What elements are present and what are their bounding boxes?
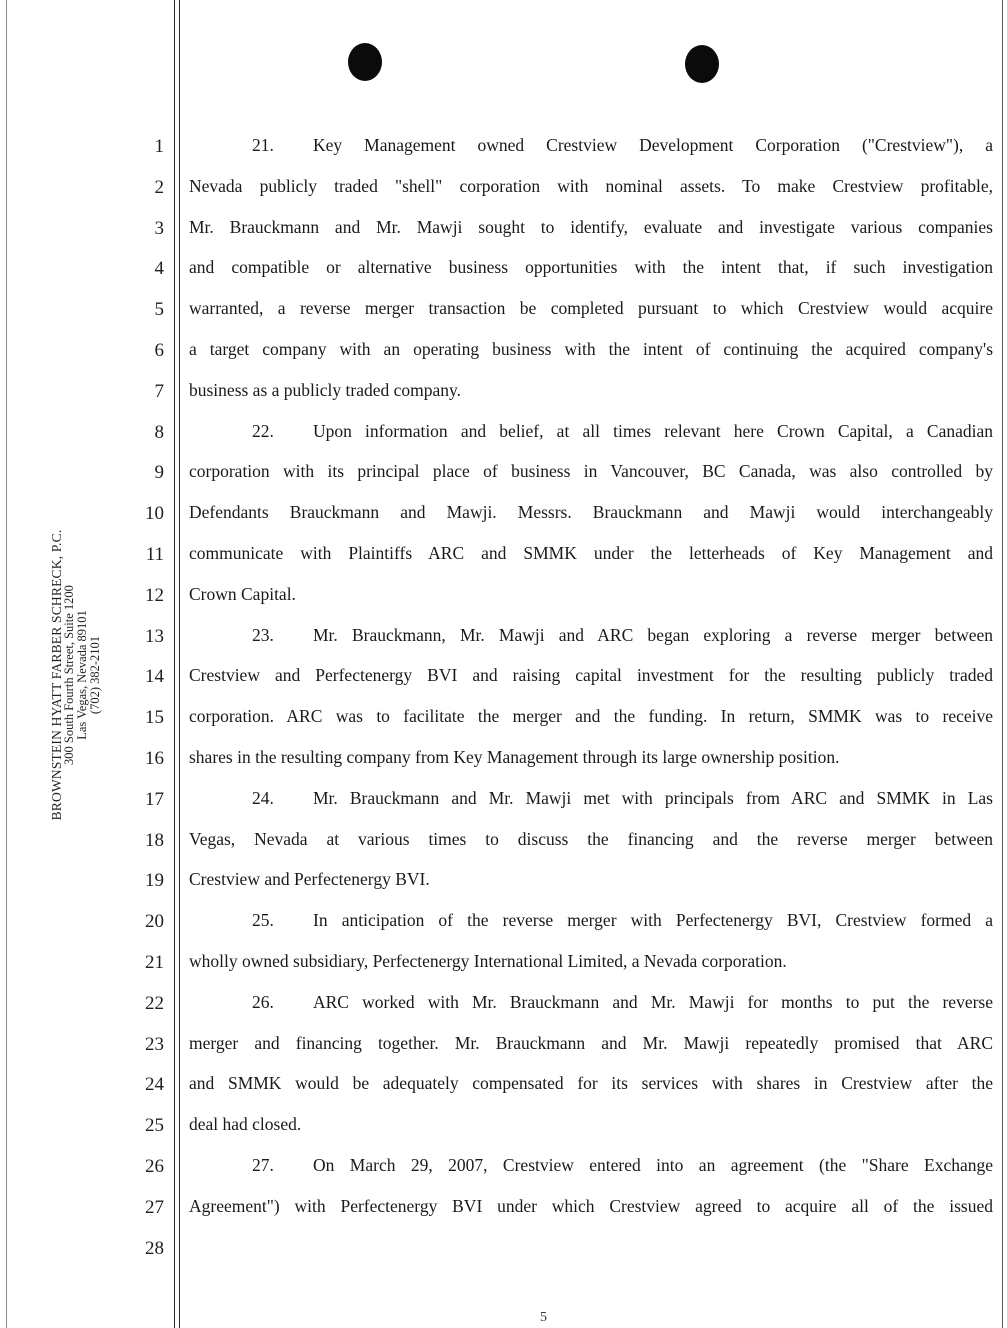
left-margin-rule [174,0,175,1328]
text-line [189,664,993,686]
line-number: 1 [154,136,164,157]
punch-hole-left [348,43,382,81]
line-number: 23 [145,1033,164,1055]
text-line [189,216,993,238]
line-number: 19 [145,870,164,892]
line-number: 26 [145,1156,164,1177]
firm-street: 300 South Fourth Street, Suite 1200 [62,585,76,765]
line-text: communicate with Plaintiffs ARC and SMMK under the letterheads of Key Management and [189,543,993,563]
text-line [189,828,993,850]
page-edge-rule [6,0,7,1328]
line-text: Vegas, Nevada at various times to discuss the financing and the reverse merger between [189,828,993,849]
text-line [189,420,993,442]
paragraph-number: 25. [252,910,274,931]
line-number: 6 [154,340,164,361]
line-number: 25 [145,1115,164,1137]
text-line [189,909,993,931]
line-text: Crestview and Perfectenergy BVI. [189,869,430,890]
line-number: 16 [145,748,164,769]
line-text: merger and financing together. Mr. Brauckmann and Mr. Mawji repeatedly promised that ARC [189,1032,993,1053]
line-text: Upon information and belief, at all times relevant here Crown Capital, a Canadian [313,420,993,441]
text-line [189,542,993,564]
line-text: and compatible or alternative business opportunities with the intent that, if such investigation [189,257,993,278]
text-line [189,868,993,890]
text-line [189,991,993,1013]
firm-phone: (702) 382-2101 [88,635,102,715]
text-line [189,624,993,646]
line-number: 13 [145,625,164,647]
paragraph-number: 23. [252,624,274,645]
line-number: 17 [145,788,164,810]
line-number: 5 [154,299,164,321]
line-text: Mr. Brauckmann, Mr. Mawji and ARC began exploring a reverse merger between [313,624,993,645]
line-number: 8 [154,421,164,443]
line-text: In anticipation of the reverse merger with Perfectenergy BVI, Crestview formed a [313,910,993,931]
line-number: 11 [145,544,164,565]
line-text: warranted, a reverse merger transaction be completed pursuant to which Crestview would acquire [189,298,993,319]
text-line [189,583,993,605]
line-number: 4 [154,258,164,280]
line-number: 28 [145,1237,164,1259]
line-text: Nevada publicly traded "shell" corporation with nominal assets. To make Crestview profitable, [189,175,993,196]
line-number: 2 [154,176,164,198]
left-margin-rule-inner [179,0,180,1328]
line-text: a target company with an operating business with the intent of continuing the acquired company's [189,339,993,359]
text-line [189,1113,993,1135]
text-line [189,134,993,156]
text-line [189,787,993,809]
page-number: 5 [540,1310,547,1325]
line-text: Defendants Brauckmann and Mawji. Messrs. Brauckmann and Mawji would interchangeably [189,502,993,523]
line-number: 18 [145,829,164,851]
text-line [189,460,993,482]
line-text: ARC worked with Mr. Brauckmann and Mr. Mawji for months to put the reverse [313,991,993,1012]
text-line [189,175,993,197]
paragraph-number: 26. [252,991,274,1012]
text-line [189,1154,993,1176]
text-line [189,256,993,278]
text-line [189,501,993,523]
line-number: 12 [145,584,164,606]
text-line [189,950,993,972]
line-text: Crestview and Perfectenergy BVI and raising capital investment for the resulting publicly traded [189,665,993,686]
paragraph-number: 24. [252,787,274,808]
line-number: 22 [145,992,164,1014]
paragraph-number: 27. [252,1155,274,1175]
line-text: and SMMK would be adequately compensated for its services with shares in Crestview after the [189,1073,993,1094]
line-number: 9 [154,462,164,484]
line-number: 24 [145,1074,164,1096]
text-line [189,705,993,727]
text-line [189,1195,993,1217]
line-number: 3 [154,217,164,239]
line-text: Key Management owned Crestview Development Corporation ("Crestview"), a [313,135,993,155]
line-text: Crown Capital. [189,583,296,604]
line-number: 27 [145,1196,164,1218]
line-text: corporation. ARC was to facilitate the merger and the funding. In return, SMMK was to receive [189,706,993,727]
line-number: 10 [145,503,164,525]
line-text: business as a publicly traded company. [189,379,461,400]
line-text: wholly owned subsidiary, Perfectenergy International Limited, a Nevada corporation. [189,951,787,971]
text-line [189,297,993,319]
line-number: 14 [145,666,164,688]
punch-hole-right [685,45,719,83]
firm-address-block [50,530,102,821]
paragraph-number: 22. [252,420,274,441]
line-text: Mr. Brauckmann and Mr. Mawji met with principals from ARC and SMMK in Las [313,787,993,808]
line-text: On March 29, 2007, Crestview entered into an agreement (the "Share Exchange [313,1155,993,1175]
paragraph-number: 21. [252,135,274,155]
text-line [189,1072,993,1094]
line-text: shares in the resulting company from Key Management through its large ownership position. [189,747,840,767]
line-text: Agreement") with Perfectenergy BVI under which Crestview agreed to acquire all of the issued [189,1195,993,1216]
line-number: 21 [145,952,164,973]
line-number: 20 [145,911,164,933]
line-number: 15 [145,707,164,729]
line-text: Mr. Brauckmann and Mr. Mawji sought to identify, evaluate and investigate various companies [189,216,993,237]
text-line [189,1032,993,1054]
text-line [189,379,993,401]
firm-city: Las Vegas, Nevada 89101 [75,610,89,740]
firm-name: BROWNSTEIN HYATT FARBER SCHRECK, P.C. [49,529,64,821]
text-line [189,338,993,360]
right-margin-rule [1002,0,1003,1328]
line-number: 7 [154,380,164,402]
line-text: deal had closed. [189,1114,302,1135]
line-text: corporation with its principal place of business in Vancouver, BC Canada, was also controlled by [189,461,993,482]
text-line [189,746,993,768]
